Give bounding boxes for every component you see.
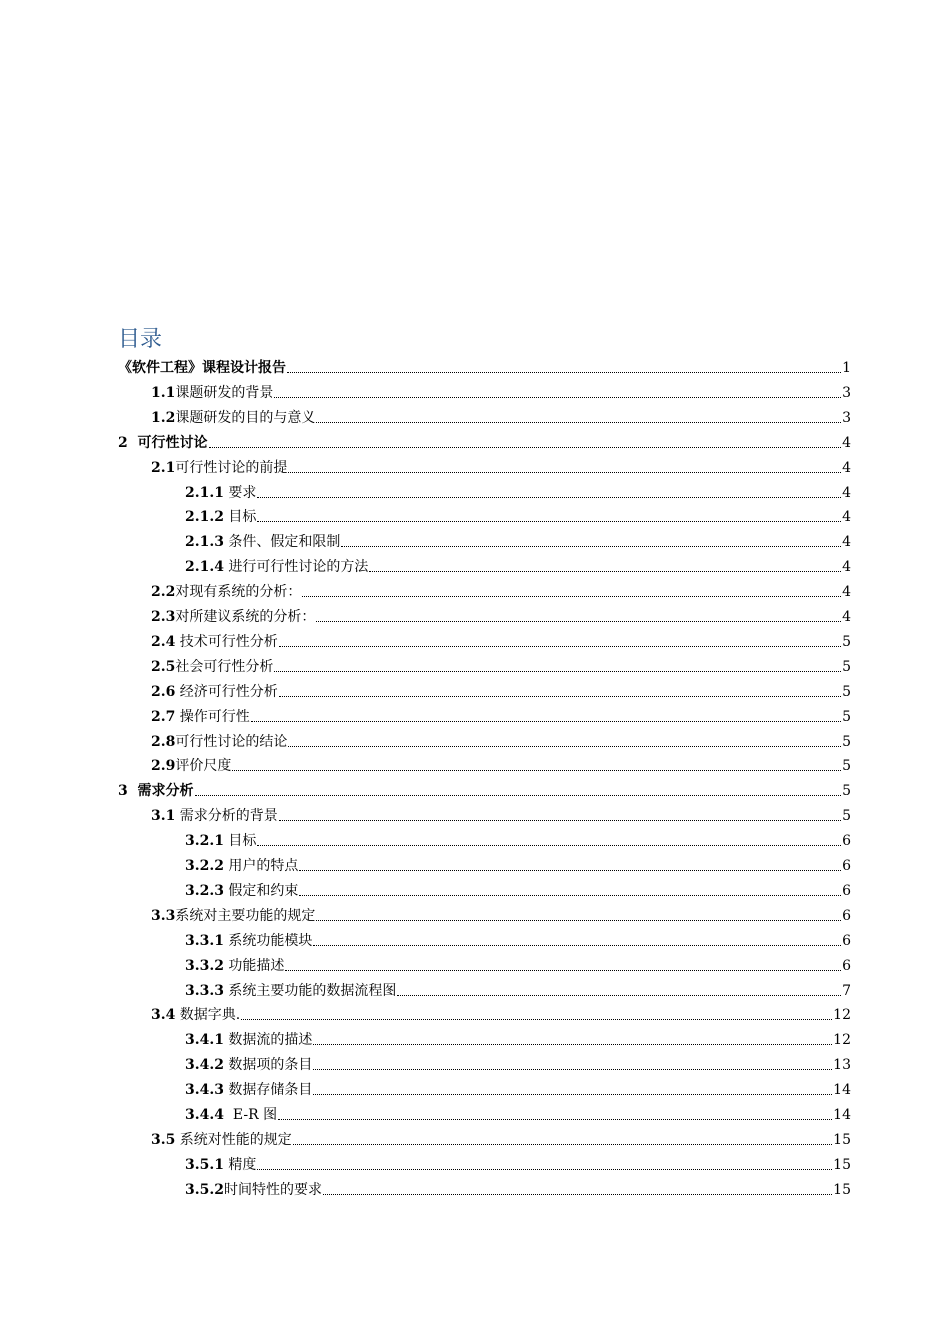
toc-entry-label bbox=[185, 558, 368, 576]
toc-entry[interactable] bbox=[151, 905, 851, 925]
toc-entry-text: 可行性讨论的前提 bbox=[175, 459, 288, 476]
toc-entry-text: 课题研发的目的与意义 bbox=[175, 409, 316, 426]
toc-entry-number: 《软件工程》课程设计报告 bbox=[118, 360, 286, 376]
toc-entry-text: 操作可行性 bbox=[175, 708, 250, 725]
dot-leader bbox=[313, 1043, 832, 1045]
toc-entry-label bbox=[185, 1031, 312, 1049]
toc-entry-label bbox=[151, 1006, 240, 1024]
toc-page-number: 5 bbox=[842, 733, 851, 750]
toc-entry[interactable] bbox=[151, 606, 851, 626]
dot-leader bbox=[316, 620, 841, 622]
dot-leader bbox=[299, 894, 841, 896]
toc-entry-text: 进行可行性讨论的方法 bbox=[223, 559, 369, 576]
toc-entry-label bbox=[151, 409, 315, 427]
toc-entry-label bbox=[151, 384, 273, 402]
toc-page-number: 5 bbox=[842, 783, 851, 800]
toc-entry[interactable] bbox=[118, 357, 851, 377]
toc-entry-label bbox=[151, 708, 250, 726]
dot-leader bbox=[302, 595, 841, 597]
dot-leader bbox=[279, 819, 841, 821]
dot-leader bbox=[397, 994, 841, 996]
toc-entry-text: 数据字典. bbox=[175, 1007, 241, 1024]
toc-entry-number: 2.1.4 bbox=[185, 559, 224, 576]
toc-page-number: 4 bbox=[842, 534, 851, 551]
dot-leader bbox=[316, 421, 841, 423]
toc-entry[interactable] bbox=[151, 731, 851, 751]
toc-entry[interactable] bbox=[185, 1104, 851, 1124]
toc-entry[interactable] bbox=[185, 830, 851, 850]
dot-leader bbox=[279, 645, 841, 647]
toc-entry-label bbox=[185, 1081, 312, 1099]
dot-leader bbox=[316, 919, 841, 921]
toc-entry[interactable] bbox=[185, 556, 851, 576]
toc-page-number: 7 bbox=[842, 982, 851, 999]
toc-page-number: 4 bbox=[842, 559, 851, 576]
toc-entry-label bbox=[185, 1156, 256, 1174]
toc-entry[interactable] bbox=[151, 706, 851, 726]
toc-entry-number: 1.1 bbox=[151, 384, 176, 401]
toc-entry-text: 数据流的描述 bbox=[223, 1032, 313, 1049]
toc-entry[interactable] bbox=[185, 506, 851, 526]
toc-entry-number: 3.5.1 bbox=[185, 1156, 224, 1173]
toc-entry-number: 2.4 bbox=[151, 633, 176, 650]
toc-page-number: 5 bbox=[842, 683, 851, 700]
dot-leader bbox=[323, 1193, 832, 1195]
dot-leader bbox=[288, 745, 841, 747]
toc-page-number: 6 bbox=[842, 957, 851, 974]
toc-entry-label bbox=[151, 733, 287, 751]
toc-page-number: 4 bbox=[842, 584, 851, 601]
toc-entry-text: 数据存储条目 bbox=[223, 1082, 313, 1099]
toc-entry-label bbox=[185, 832, 256, 850]
toc-entry-text: 对所建议系统的分析： bbox=[175, 609, 316, 625]
toc-title: 目录 bbox=[118, 327, 163, 352]
toc-entry[interactable] bbox=[151, 1004, 851, 1024]
toc-entry-number: 3.1 bbox=[151, 808, 176, 825]
toc-entry-text: 系统对性能的规定 bbox=[175, 1131, 292, 1148]
toc-entry-label bbox=[185, 1056, 312, 1074]
toc-entry-number: 3.2.1 bbox=[185, 833, 224, 850]
toc-entry[interactable] bbox=[185, 482, 851, 502]
toc-page-number: 1 bbox=[842, 360, 851, 376]
toc-entry-text: 技术可行性分析 bbox=[175, 633, 278, 650]
toc-entry[interactable] bbox=[151, 755, 851, 775]
toc-entry-number: 2.1.2 bbox=[185, 509, 224, 526]
toc-entry-label bbox=[151, 658, 273, 676]
dot-leader bbox=[257, 1168, 832, 1170]
toc-entry-label bbox=[185, 533, 340, 551]
toc-page-number: 4 bbox=[842, 434, 851, 451]
dot-leader bbox=[341, 545, 841, 547]
toc-entry-number: 2.3 bbox=[151, 609, 176, 625]
toc-entry-text: 评价尺度 bbox=[175, 758, 232, 775]
toc-entry-label bbox=[185, 932, 312, 950]
dot-leader bbox=[313, 1068, 832, 1070]
toc-entry-number: 3.3 bbox=[151, 907, 176, 924]
toc-entry-text: 系统主要功能的数据流程图 bbox=[223, 982, 397, 999]
toc-entry-label bbox=[151, 459, 287, 477]
toc-entry-text: 功能描述 bbox=[223, 957, 285, 974]
toc-entry[interactable] bbox=[151, 631, 851, 651]
toc-entry-text: 目标 bbox=[223, 833, 257, 850]
toc-page-number: 6 bbox=[842, 932, 851, 949]
toc-entry-number: 3.3.3 bbox=[185, 982, 224, 999]
toc-entry[interactable] bbox=[185, 955, 851, 975]
toc-page-number: 5 bbox=[842, 633, 851, 650]
toc-entry[interactable] bbox=[185, 1054, 851, 1074]
toc-page-number: 4 bbox=[842, 509, 851, 526]
dot-leader bbox=[209, 446, 842, 448]
dot-leader bbox=[257, 496, 841, 498]
toc-page-number: 14 bbox=[833, 1082, 851, 1099]
toc-entry-label bbox=[151, 608, 315, 626]
toc-entry-label bbox=[151, 683, 278, 701]
toc-entry-label bbox=[151, 757, 231, 775]
toc-entry-text: 时间特性的要求 bbox=[223, 1181, 322, 1198]
toc-entry-number: 3.2.3 bbox=[185, 882, 224, 899]
toc-entry-number: 3.4.3 bbox=[185, 1082, 224, 1099]
toc-entry-text: 精度 bbox=[223, 1156, 257, 1173]
toc-page-number: 5 bbox=[842, 808, 851, 825]
toc-entry-label bbox=[185, 508, 256, 526]
toc-entry-number: 2.6 bbox=[151, 683, 176, 700]
toc-entry-number: 3.4.2 bbox=[185, 1057, 224, 1074]
dot-leader bbox=[288, 471, 841, 473]
toc-page-number: 5 bbox=[842, 708, 851, 725]
dot-leader bbox=[278, 1118, 832, 1120]
toc-page-number: 12 bbox=[833, 1032, 851, 1049]
toc-entry-number: 2 可行性讨论 bbox=[118, 434, 208, 451]
toc-entry-label bbox=[151, 633, 278, 651]
toc-page-number: 5 bbox=[842, 658, 851, 675]
toc-entry-text: E-R 图 bbox=[223, 1107, 278, 1123]
toc-page-number: 15 bbox=[833, 1156, 851, 1173]
toc-entry[interactable] bbox=[151, 805, 851, 825]
toc-page-number: 6 bbox=[842, 882, 851, 899]
dot-leader bbox=[274, 396, 841, 398]
toc-page-number: 4 bbox=[842, 609, 851, 625]
dot-leader bbox=[293, 1143, 832, 1145]
toc-page-number: 3 bbox=[842, 384, 851, 401]
toc-entry-number: 3.4 bbox=[151, 1007, 176, 1024]
toc-entry-text: 需求分析的背景 bbox=[175, 808, 278, 825]
dot-leader bbox=[241, 1018, 832, 1020]
dot-leader bbox=[313, 944, 841, 946]
toc-entry-number: 2.9 bbox=[151, 758, 176, 775]
toc-entry-label bbox=[118, 434, 208, 452]
toc-entry-number: 2.1.3 bbox=[185, 534, 224, 551]
toc-page-number: 14 bbox=[833, 1107, 851, 1123]
toc-entry-text: 用户的特点 bbox=[223, 858, 299, 874]
toc-entry-label bbox=[185, 982, 396, 1000]
toc-entry-text: 可行性讨论的结论 bbox=[175, 733, 288, 750]
dot-leader bbox=[313, 1093, 832, 1095]
toc-entry[interactable] bbox=[185, 980, 851, 1000]
toc-page-number: 4 bbox=[842, 484, 851, 501]
toc-entry-label bbox=[118, 359, 286, 377]
toc-entry[interactable] bbox=[185, 880, 851, 900]
toc-entry-label bbox=[185, 857, 298, 875]
toc-page-number: 15 bbox=[833, 1181, 851, 1198]
toc-entry-number: 3.3.2 bbox=[185, 957, 224, 974]
dot-leader bbox=[299, 869, 841, 871]
dot-leader bbox=[287, 371, 841, 373]
toc-entry-text: 条件、假定和限制 bbox=[223, 534, 341, 551]
toc-entry-text: 对现有系统的分析： bbox=[175, 584, 302, 601]
toc-entry-number: 3 需求分析 bbox=[118, 783, 194, 800]
toc-page-number: 4 bbox=[842, 459, 851, 476]
toc-entry-text: 社会可行性分析 bbox=[175, 658, 274, 675]
toc-entry[interactable] bbox=[185, 531, 851, 551]
toc-entry-number: 2.2 bbox=[151, 584, 176, 601]
toc-page-number: 6 bbox=[842, 858, 851, 874]
toc-entry-text: 数据项的条目 bbox=[223, 1057, 313, 1074]
toc-entry-label bbox=[151, 807, 278, 825]
toc-entry[interactable] bbox=[185, 1154, 851, 1174]
toc-entry-label bbox=[151, 583, 301, 601]
toc-entry[interactable] bbox=[118, 780, 851, 800]
toc-entry[interactable] bbox=[151, 382, 851, 402]
toc-entry-number: 2.5 bbox=[151, 658, 176, 675]
toc-entry-label bbox=[151, 907, 315, 925]
toc-entry-label bbox=[185, 1181, 322, 1199]
toc-entry-label bbox=[185, 957, 284, 975]
toc-entry-number: 3.4.1 bbox=[185, 1032, 224, 1049]
toc-entry-text: 要求 bbox=[223, 484, 257, 501]
toc-entry[interactable] bbox=[151, 681, 851, 701]
toc-page-number: 6 bbox=[842, 833, 851, 850]
toc-entry-number: 3.5.2 bbox=[185, 1181, 224, 1198]
toc-entry[interactable] bbox=[185, 855, 851, 875]
toc-entry-label bbox=[185, 484, 256, 502]
toc-entry[interactable] bbox=[185, 1079, 851, 1099]
toc-page-number: 13 bbox=[833, 1057, 851, 1074]
toc-entry[interactable] bbox=[151, 656, 851, 676]
toc-entry[interactable] bbox=[151, 457, 851, 477]
toc-entry-number: 3.4.4 bbox=[185, 1107, 224, 1123]
toc-entry[interactable] bbox=[151, 1129, 851, 1149]
toc-entry-text: 假定和约束 bbox=[223, 882, 299, 899]
toc-page-number: 6 bbox=[842, 907, 851, 924]
dot-leader bbox=[285, 969, 841, 971]
dot-leader bbox=[274, 670, 841, 672]
toc-entry-label bbox=[151, 1131, 292, 1149]
toc-entry-number: 2.8 bbox=[151, 733, 176, 750]
dot-leader bbox=[257, 844, 841, 846]
dot-leader bbox=[251, 720, 841, 722]
dot-leader bbox=[195, 794, 842, 796]
toc-entry[interactable] bbox=[185, 1029, 851, 1049]
toc-entry-number: 1.2 bbox=[151, 409, 176, 426]
toc-entry-label bbox=[185, 882, 298, 900]
toc-entry-number: 3.3.1 bbox=[185, 932, 224, 949]
toc-page-number: 12 bbox=[833, 1007, 851, 1024]
dot-leader bbox=[232, 769, 841, 771]
toc-entry-number: 3.2.2 bbox=[185, 858, 224, 874]
toc-page-number: 5 bbox=[842, 758, 851, 775]
dot-leader bbox=[257, 520, 841, 522]
toc-entry-text: 系统对主要功能的规定 bbox=[175, 907, 316, 924]
dot-leader bbox=[369, 570, 841, 572]
toc-entry[interactable] bbox=[151, 407, 851, 427]
toc-entry-label bbox=[185, 1106, 277, 1124]
toc-entry-label bbox=[118, 782, 194, 800]
toc-entry[interactable] bbox=[185, 1179, 851, 1199]
toc-entry-number: 3.5 bbox=[151, 1131, 176, 1148]
toc-entry-text: 系统功能模块 bbox=[223, 932, 313, 949]
toc-entry[interactable] bbox=[185, 930, 851, 950]
toc-entry-text: 课题研发的背景 bbox=[175, 384, 274, 401]
toc-entry[interactable] bbox=[118, 432, 851, 452]
toc-page-number: 15 bbox=[833, 1131, 851, 1148]
toc-page-number: 3 bbox=[842, 409, 851, 426]
toc-entry-number: 2.7 bbox=[151, 708, 176, 725]
toc-entry-number: 2.1.1 bbox=[185, 484, 224, 501]
toc-entry-text: 经济可行性分析 bbox=[175, 683, 278, 700]
toc-entry[interactable] bbox=[151, 581, 851, 601]
toc-entry-number: 2.1 bbox=[151, 459, 176, 476]
dot-leader bbox=[279, 695, 841, 697]
toc-entry-text: 目标 bbox=[223, 509, 257, 526]
